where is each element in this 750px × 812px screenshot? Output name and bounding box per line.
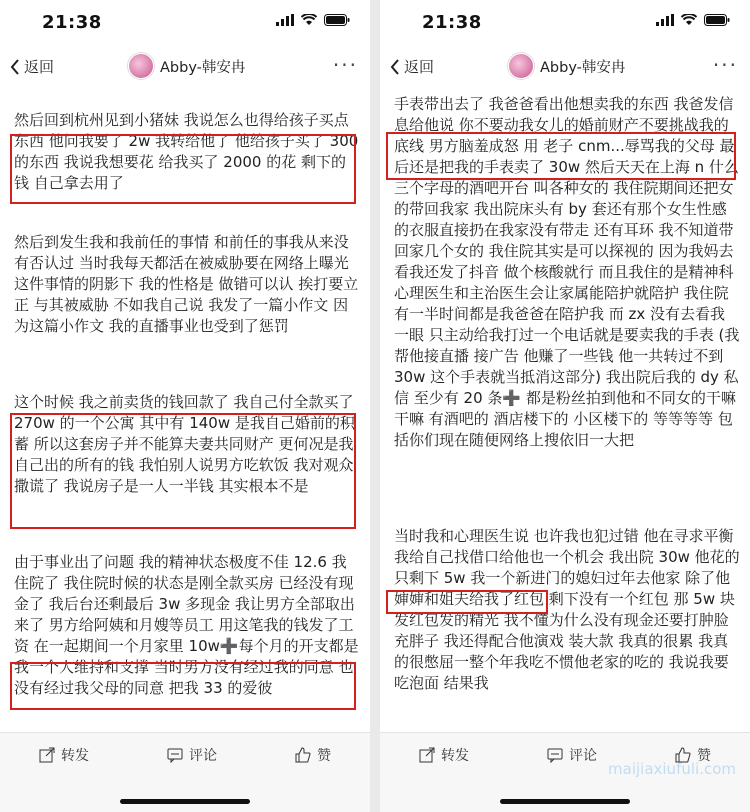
paragraph-4: 由于事业出了问题 我的精神状态极度不佳 12.6 我住院了 我住院时候的状态是刚全款买房 已经没有现金了 我后台还剩最后 3w 多现金 我让男方全部取出来了 男方给阿姨和月嫂等员工 用这笔我的钱发了工资 在一起期间一个月家里 10w➕每个月的开支都是我一个人维持和支撑 当时男方没有经过我的同意 也没有经过我父母的同意 把我 33 的爱彼	[14, 553, 359, 697]
like-label: 赞	[317, 748, 331, 764]
highlight-box	[10, 413, 356, 529]
repost-button[interactable]	[419, 745, 469, 765]
user-profile[interactable]	[508, 53, 625, 79]
paragraph-1: 手表带出去了 我爸爸看出他想卖我的东西 我爸发信息给他说 你不要动我女儿的婚前财产不要挑战我的底线 男方脑羞成怒 用 老子 cnm...辱骂我的父母 最后还是把我的手表卖了 30w 然后天天在上海 n 什么 三个字母的酒吧开台 叫各种女的 我住院期间还把女的带回我家 我出院床头有 by 套还有那个女生性感的衣服直接扔在我家没有带走 还有耳环 我不知道带回家几个女的 我住院其实是可以探视的 因为我妈去看我还发了抖音 做个核酸就行 而且我住的是精神科 心理医生和主治医生会让家属能陪护就陪护 我住院有一半时间都是我爸爸在陪护我 而 zx 没有去看我一眼 只主动给我打过一个电话就是要卖我的手表 (我帮他接直播 接广告 他赚了一些钱 他一共转过不到 30w 这个手表就当抵消这部分) 我出院后我的 dy 私信 至少有 20 条➕ 都是粉丝拍到他和不同女的干嘛干嘛 有酒吧的 酒店楼下的 小区楼下的 等等等等 包括你们现在随便网络上搜依旧一大把	[394, 95, 740, 449]
wifi-icon	[681, 14, 697, 26]
status-bar	[380, 0, 750, 44]
highlight-box	[386, 590, 548, 614]
repost-button[interactable]	[39, 745, 89, 765]
action-bar	[0, 732, 370, 812]
username: Abby-韩安冉	[540, 59, 626, 76]
username: Abby-韩安冉	[160, 59, 246, 76]
comment-button[interactable]	[547, 745, 597, 765]
comment-label: 评论	[189, 748, 217, 764]
back-button[interactable]	[10, 56, 54, 77]
paragraph-1: 然后回到杭州见到小猪妹 我说怎么也得给孩子买点东西 他问我要了 2w 我转给他了 他给孩子买了 300 的东西 我说我想要花 给我买了 2000 的花 剩下的钱 自己拿去用了	[14, 111, 359, 192]
back-label: 返回	[24, 58, 55, 76]
post-content	[380, 92, 750, 732]
nav-bar	[380, 44, 750, 90]
post-content	[0, 92, 370, 732]
nav-bar	[0, 44, 370, 90]
paragraph-3: 这个时候 我之前卖货的钱回款了 我自己付全款买了 270w 的一个公寓 其中有 140w 是我自己婚前的积蓄 所以这套房子并不能算夫妻共同财产 更何况是我自己出的所有的钱 我怕别人说男方吃软饭 我对观众撒谎了 我说房子是一人一半钱 其实根本不是	[14, 393, 355, 495]
highlight-box	[10, 662, 356, 710]
status-time: 21:38	[42, 12, 102, 33]
more-options-icon[interactable]: ···	[712, 53, 738, 77]
home-indicator	[500, 799, 630, 804]
status-bar	[0, 0, 370, 44]
battery-icon	[704, 14, 730, 26]
signal-icon	[656, 14, 674, 26]
watermark: maijiaxiufuli.com	[608, 760, 736, 778]
highlight-box	[10, 134, 356, 204]
share-icon	[419, 747, 435, 763]
battery-icon	[324, 14, 350, 26]
avatar[interactable]	[508, 53, 534, 79]
highlight-box	[386, 132, 736, 180]
status-icons	[656, 14, 730, 26]
user-profile[interactable]	[128, 53, 245, 79]
comment-icon	[547, 747, 563, 763]
left-phone-screen	[0, 0, 370, 812]
paragraph-2: 当时我和心理医生说 也许我也犯过错 他在寻求平衡 我给自己找借口给他也一个机会 我出院 30w 他花的只剩下 5w 我一个新进门的媳妇过年去他家 除了他婶婶和姐夫给我了红包 剩下没有一个红包 那 5w 块发红包发的精光 我不懂为什么没有现金还要打肿脸充胖子 我还得配合他演戏 装大款 我真的很累 我真的很憋屈一整个年我吃不惯他老家的吃的 我说我要吃泡面 结果我	[394, 527, 740, 692]
share-icon	[39, 747, 55, 763]
paragraph-2: 然后到发生我和我前任的事情 和前任的事我从来没有否认过 当时我每天都活在被威胁要在网络上曝光这件事情的阴影下 我的性格是 做错可以认 挨打要立正 与其被威胁 不如我自己说 我发了一篇小作文 因为这篇小作文 我的直播事业也受到了惩罚	[14, 233, 359, 335]
status-icons	[276, 14, 350, 26]
comment-icon	[167, 747, 183, 763]
repost-label: 转发	[61, 748, 89, 764]
back-label: 返回	[404, 58, 435, 76]
comment-button[interactable]	[167, 745, 217, 765]
chevron-left-icon	[390, 59, 400, 75]
like-label: 赞	[697, 748, 711, 764]
comment-label: 评论	[569, 748, 597, 764]
repost-label: 转发	[441, 748, 469, 764]
chevron-left-icon	[10, 59, 20, 75]
back-button[interactable]	[390, 56, 434, 77]
home-indicator	[120, 799, 250, 804]
signal-icon	[276, 14, 294, 26]
thumbs-up-icon	[295, 747, 311, 763]
right-phone-screen	[380, 0, 750, 812]
action-bar	[380, 732, 750, 812]
status-time: 21:38	[422, 12, 482, 33]
avatar[interactable]	[128, 53, 154, 79]
wifi-icon	[301, 14, 317, 26]
more-options-icon[interactable]: ···	[332, 53, 358, 77]
like-button[interactable]	[295, 745, 331, 765]
